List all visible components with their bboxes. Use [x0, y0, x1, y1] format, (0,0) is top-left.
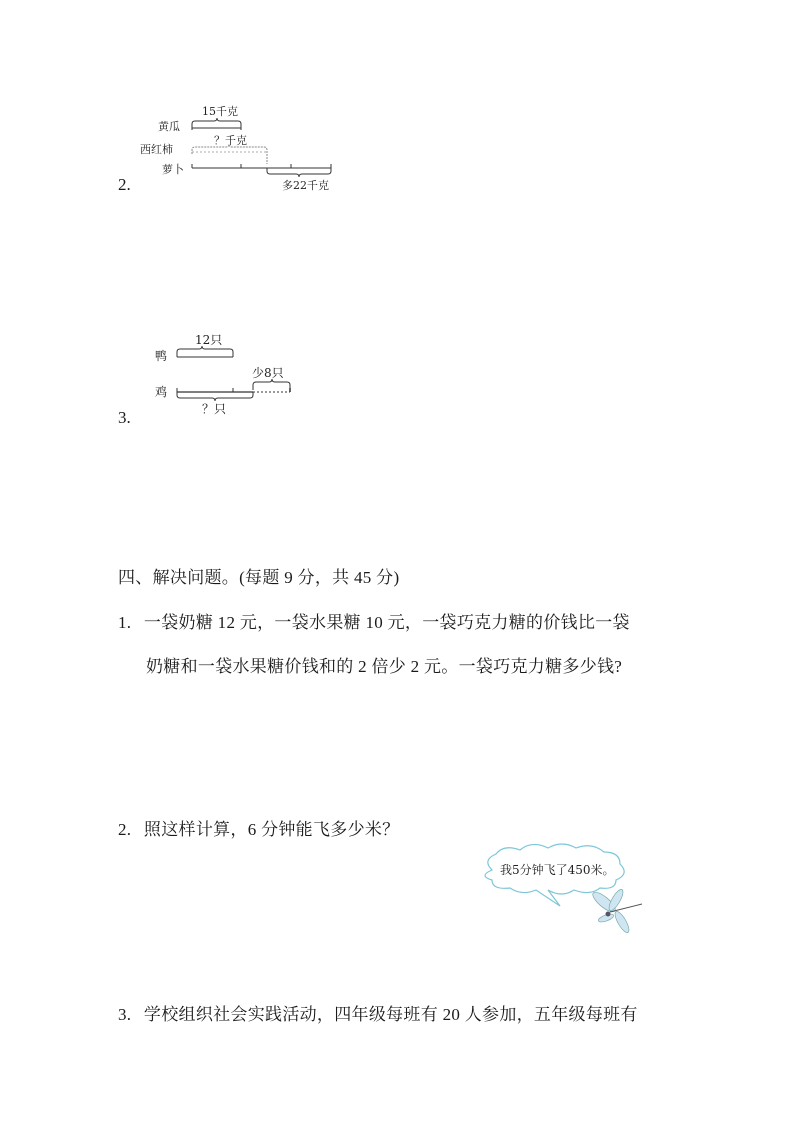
question-number: 2.	[118, 820, 132, 839]
question-text-line-1: 照这样计算，6 分钟能飞多少米？	[143, 820, 400, 839]
row-label-cucumber: 黄瓜	[158, 120, 180, 133]
row-label-chicken: 鸡	[155, 385, 168, 399]
speech-bubble-text: 我5分钟飞了450米。	[500, 863, 615, 877]
item-number-2: 2.	[118, 175, 131, 194]
question-2	[118, 815, 399, 840]
question-text-line-1: 一袋奶糖 12 元，一袋水果糖 10 元，一袋巧克力糖的价钱比一袋	[143, 613, 630, 632]
section-heading: 四、解决问题。(每题 9 分，共 45 分)	[118, 568, 400, 587]
question-text-line-1: 学校组织社会实践活动，四年级每班有 20 人参加，五年级每班有	[143, 1005, 638, 1024]
question-1	[118, 608, 630, 633]
question-3	[118, 1000, 638, 1025]
row-label-duck: 鸭	[155, 349, 168, 363]
question-number: 1.	[118, 613, 132, 632]
row-label-tomato: 西红柿	[140, 143, 173, 156]
dragonfly-illustration	[470, 840, 650, 940]
segment-diagram-vegetables	[140, 98, 370, 193]
label-tomato-weight: ？千克	[214, 134, 247, 147]
label-cucumber-weight: 15千克	[202, 105, 238, 118]
label-radish-extra: 多22千克	[282, 179, 329, 192]
item-number-3: 3.	[118, 408, 131, 427]
label-duck-count: 12只	[195, 333, 223, 347]
row-label-radish: 萝卜	[162, 163, 184, 176]
question-text-line-2: 奶糖和一袋水果糖价钱和的 2 倍少 2 元。一袋巧克力糖多少钱?	[146, 657, 623, 676]
segment-diagram-poultry	[155, 330, 305, 420]
question-number: 3.	[118, 1005, 132, 1024]
label-chicken-less: 少8只	[252, 366, 284, 380]
label-chicken-total: ？只	[202, 402, 227, 416]
dragonfly-icon	[590, 888, 642, 935]
